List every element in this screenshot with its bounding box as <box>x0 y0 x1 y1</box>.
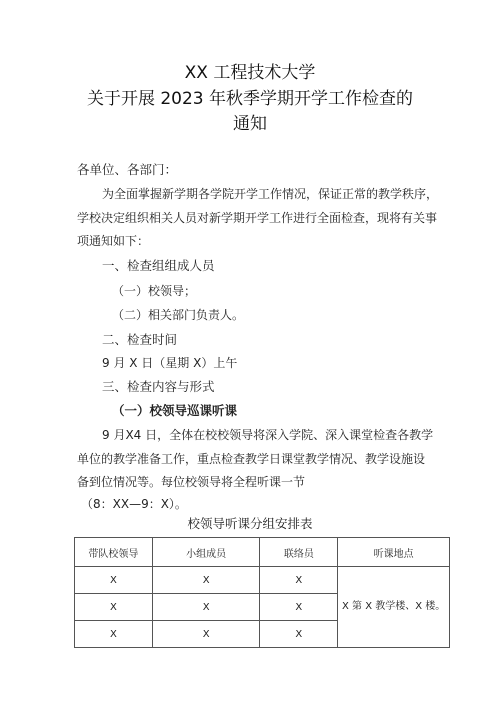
document-title-line2: 关于开展 2023 年秋季学期开学工作检查的 <box>86 89 414 109</box>
intro-paragraph-line3: 项通知如下： <box>77 234 150 248</box>
table-header-liaison: 联络员 <box>260 538 338 567</box>
section1-item2: （二）相关部门负责人。 <box>112 308 245 322</box>
table-cell: X <box>260 621 338 648</box>
section3-subheading: （一）校领导巡课听课 <box>112 403 238 418</box>
table-caption: 校领导听课分组安排表 <box>187 516 313 531</box>
schedule-table <box>74 537 450 648</box>
table-cell: X <box>152 567 260 594</box>
section1-item1: （一）校领导； <box>112 284 197 298</box>
body-paragraph-line4: （8：XX—9：X）。 <box>81 497 187 511</box>
intro-paragraph-line1: 为全面掌握新学期各学院开学工作情况，保证正常的教学秩序， <box>102 187 439 201</box>
document-title-line1: XX 工程技术大学 <box>184 63 316 83</box>
section2-time: 9 月 X 日（星期 X）上午 <box>102 356 238 370</box>
table-cell: X <box>75 621 153 648</box>
table-cell: X <box>75 567 153 594</box>
table-cell-location: X 第 X 教学楼、X 楼。 <box>338 567 450 648</box>
table-cell: X <box>75 594 153 621</box>
table-header-location: 听课地点 <box>338 538 450 567</box>
table-header-row <box>75 538 450 567</box>
body-paragraph-line1: 9 月X4 日，全体在校校领导将深入学院、深入课堂检查各教学 <box>102 428 434 442</box>
table-header-members: 小组成员 <box>152 538 260 567</box>
body-paragraph-line2: 单位的教学准备工作，重点检查教学日课堂教学情况、教学设施设 <box>77 452 426 466</box>
document-title-line3: 通知 <box>233 114 267 134</box>
salutation: 各单位、各部门： <box>77 162 178 177</box>
section3-heading: 三、检查内容与形式 <box>102 379 215 394</box>
table-cell: X <box>152 621 260 648</box>
table-row <box>75 567 450 594</box>
body-paragraph-line3: 备到位情况等。每位校领导将全程听课一节 <box>77 475 306 489</box>
table-cell: X <box>152 594 260 621</box>
intro-paragraph-line2: 学校决定组织相关人员对新学期开学工作进行全面检查，现将有关事 <box>77 211 438 225</box>
section1-heading: 一、检查组组成人员 <box>102 258 215 273</box>
table-header-leader: 带队校领导 <box>75 538 153 567</box>
section2-heading: 二、检查时间 <box>102 332 178 347</box>
table-cell: X <box>260 594 338 621</box>
table-cell: X <box>260 567 338 594</box>
